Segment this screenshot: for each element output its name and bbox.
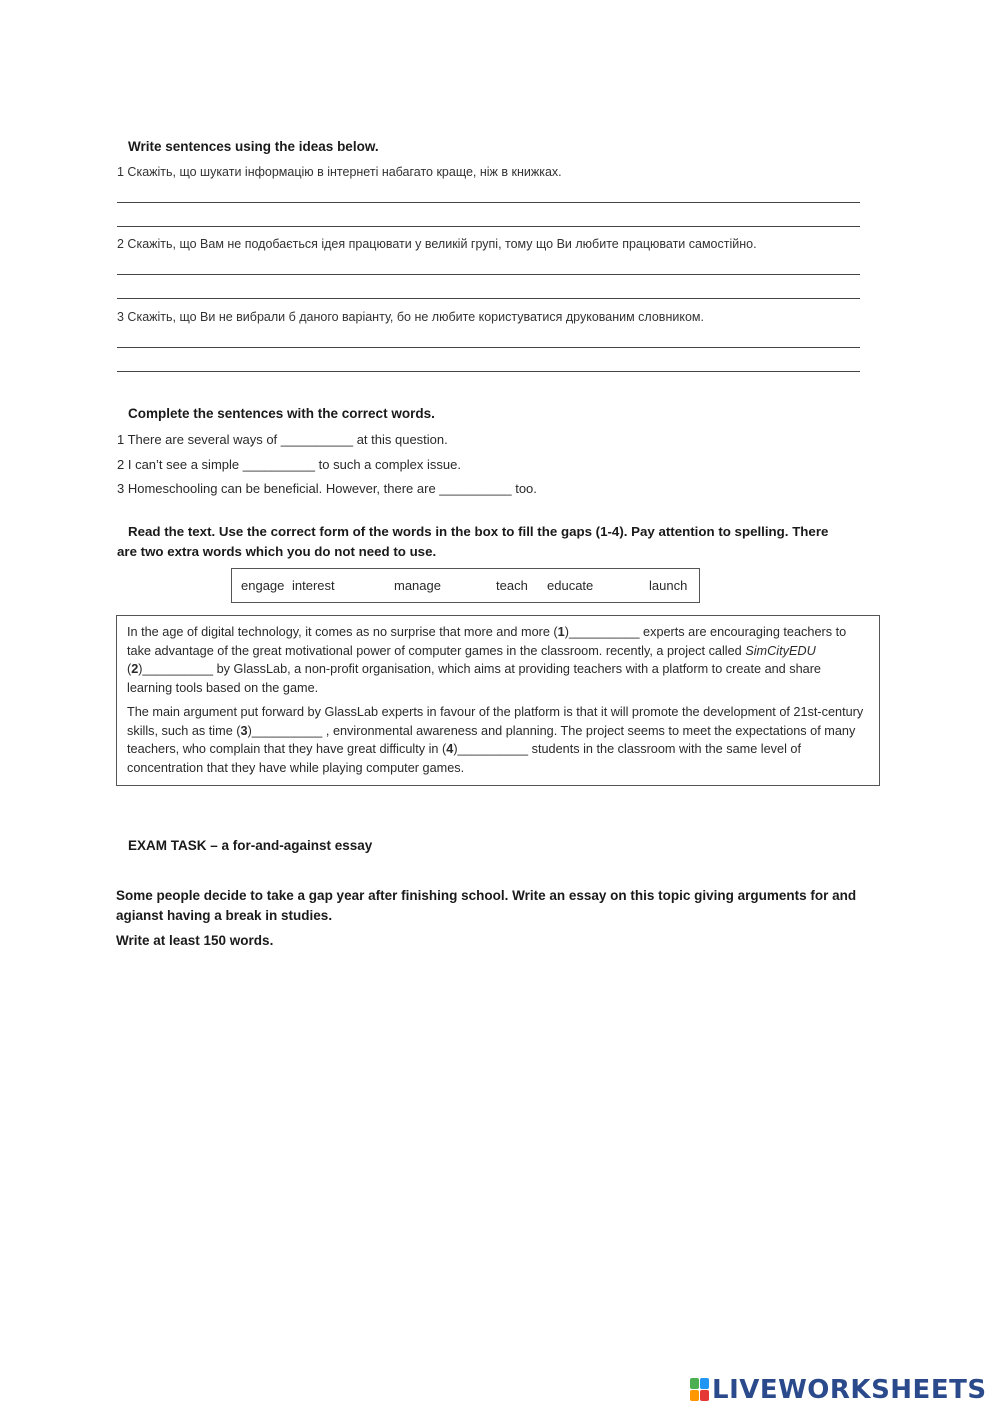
word-box [231, 568, 700, 603]
gap-4[interactable]: )__________ students in the classroom with the same level of concentration that they have while playing computer games. [127, 742, 802, 775]
word-box-item: teach [496, 578, 528, 593]
reading-paragraph-1: In the age of digital technology, it comes as no surprise that more and more (1)__________ experts are encouraging teachers to take advantage of the great motivational power of computer games in the classroom. recently, a project called SimCityEDU (2)__________ by GlassLab, a non-profit organisation, which aims at providing teachers with a platform to create and share learning tools based on the game. [127, 625, 847, 695]
word-box-item: launch [649, 578, 688, 593]
section3-heading-line2: are two extra words which you do not need to use. [117, 544, 437, 559]
exam-task-line-1: Some people decide to take a gap year after finishing school. Write an essay on this topic giving arguments for and [116, 888, 857, 903]
answer-line[interactable] [117, 371, 860, 372]
section3-heading-line1: Read the text. Use the correct form of the words in the box to fill the gaps (1-4). Pay attention to spelling. There [128, 524, 829, 539]
logo-text: LIVEWORKSHEETS [712, 1375, 987, 1405]
word-box-item: manage [394, 578, 441, 593]
liveworksheets-logo [690, 1375, 987, 1405]
section1-item-3: 3 Скажіть, що Ви не вибрали б даного варіанту, бо не любите користуватися друкованим словником. [117, 310, 704, 324]
gap-number: 4 [446, 742, 454, 756]
gap-2[interactable]: )__________ by GlassLab, a non-profit organisation, which aims at providing teachers with a platform to create and share learning tools based on the game. [127, 662, 821, 695]
exam-task-line-2: agianst having a break in studies. [116, 908, 333, 923]
section2-item-2: 2 I can’t see a simple __________ to such a complex issue. [117, 457, 461, 472]
word-box-item: engage [241, 578, 285, 593]
answer-line[interactable] [117, 298, 860, 299]
answer-line[interactable] [117, 274, 860, 275]
project-title: SimCityEDU [745, 643, 816, 658]
gap-3[interactable]: )__________ , environmental awareness and planning. The project seems to meet the expectations of many teachers, who complain that they have great difficulty in ( [127, 723, 856, 756]
word-box-item: educate [547, 578, 594, 593]
gap-number: 3 [240, 723, 248, 738]
exam-task-heading: EXAM TASK – a for-and-against essay [128, 838, 373, 853]
section1-heading: Write sentences using the ideas below. [128, 139, 379, 154]
section2-item-1: 1 There are several ways of __________ at this question. [117, 432, 448, 447]
answer-line[interactable] [117, 202, 860, 203]
answer-line[interactable] [117, 347, 860, 348]
reading-paragraph-2: The main argument put forward by GlassLab experts in favour of the platform is that it will promote the development of 21st-century skills, such as time (3)__________ , environmental awareness and planning. The project seems to meet the expectations of many teachers, who complain that they have great difficulty in (4)__________ students in the classroom with the same level of concentration that they have while playing computer games. [127, 705, 864, 775]
reading-text-box [116, 615, 880, 786]
gap-1[interactable]: )__________ experts are encouraging teachers to take advantage of the great motivational power of computer games in the classroom. recently, a project called [127, 625, 847, 658]
logo-icon [690, 1378, 710, 1402]
exam-task-line-3: Write at least 150 words. [116, 933, 274, 948]
section1-item-1: 1 Скажіть, що шукати інформацію в інтернеті набагато краще, ніж в книжках. [117, 165, 562, 179]
gap-number: 1 [557, 625, 565, 639]
section1-item-2: 2 Скажіть, що Вам не подобається ідея працювати у великій групі, тому що Ви любите працювати самостійно. [117, 237, 757, 251]
answer-line[interactable] [117, 226, 860, 227]
section2-heading: Complete the sentences with the correct words. [128, 406, 435, 421]
word-box-item: interest [292, 578, 335, 593]
gap-number: 2 [131, 662, 139, 676]
section2-item-3: 3 Homeschooling can be beneficial. However, there are __________ too. [117, 481, 537, 496]
